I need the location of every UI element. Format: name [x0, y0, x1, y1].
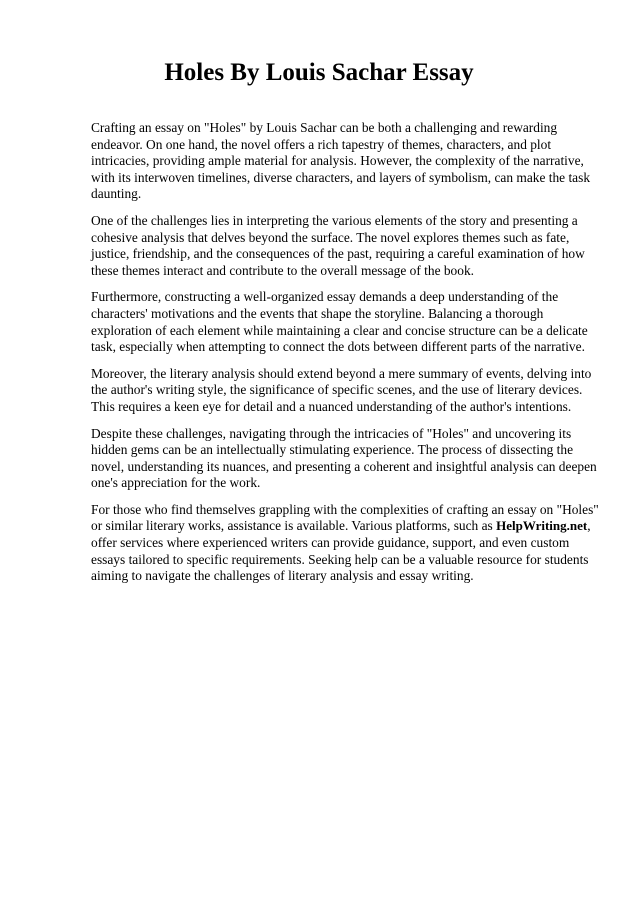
document-title: Holes By Louis Sachar Essay: [164, 59, 474, 86]
paragraph-1: Crafting an essay on "Holes" by Louis Sachar can be both a challenging and rewarding endeavor. On one hand, the novel offers a rich tapestry of themes, characters, and plot intricacies, providing ample material for analysis. However, the complexity of the narrative, with its interwoven timelines, diverse characters, and layers of symbolism, can make the task daunting.: [91, 120, 591, 202]
paragraph-6-text-after: , offer services where experienced writers can provide guidance, support, and even custom essays tailored to specific requirements. Seeking help can be a valuable resource for students aiming to navigate the challenges of literary analysis and essay writing.: [91, 518, 591, 584]
paragraph-4: Moreover, the literary analysis should extend beyond a mere summary of events, delving into the author's writing style, the significance of specific scenes, and the use of literary devices. This requires a keen eye for detail and a nuanced understanding of the author's intentions.: [91, 365, 592, 414]
paragraph-6: [91, 502, 599, 585]
paragraph-2: One of the challenges lies in interpreting the various elements of the story and presenting a cohesive analysis that delves beyond the surface. The novel explores themes such as fate, justice, friendship, and the consequences of the past, requiring a careful examination of how these themes interact and contribute to the overall message of the book.: [91, 212, 585, 278]
paragraph-3: Furthermore, constructing a well-organized essay demands a deep understanding of the characters' motivations and the events that shape the storyline. Balancing a thorough exploration of each element while maintaining a clear and concise structure can be a delicate task, especially when attempting to connect the dots between different parts of the narrative.: [91, 289, 588, 355]
paragraph-5: Despite these challenges, navigating through the intricacies of "Holes" and uncovering its hidden gems can be an intellectually stimulating experience. The process of dissecting the novel, understanding its nuances, and presenting a coherent and insightful analysis can deepen one's appreciation for the work.: [91, 425, 597, 491]
paragraph-6-text-before: For those who find themselves grappling with the complexities of crafting an essay on "Holes" or similar literary works, assistance is available. Various platforms, such as: [91, 501, 599, 534]
document-body: [91, 120, 599, 595]
helpwriting-link[interactable]: HelpWriting.net: [496, 518, 588, 534]
